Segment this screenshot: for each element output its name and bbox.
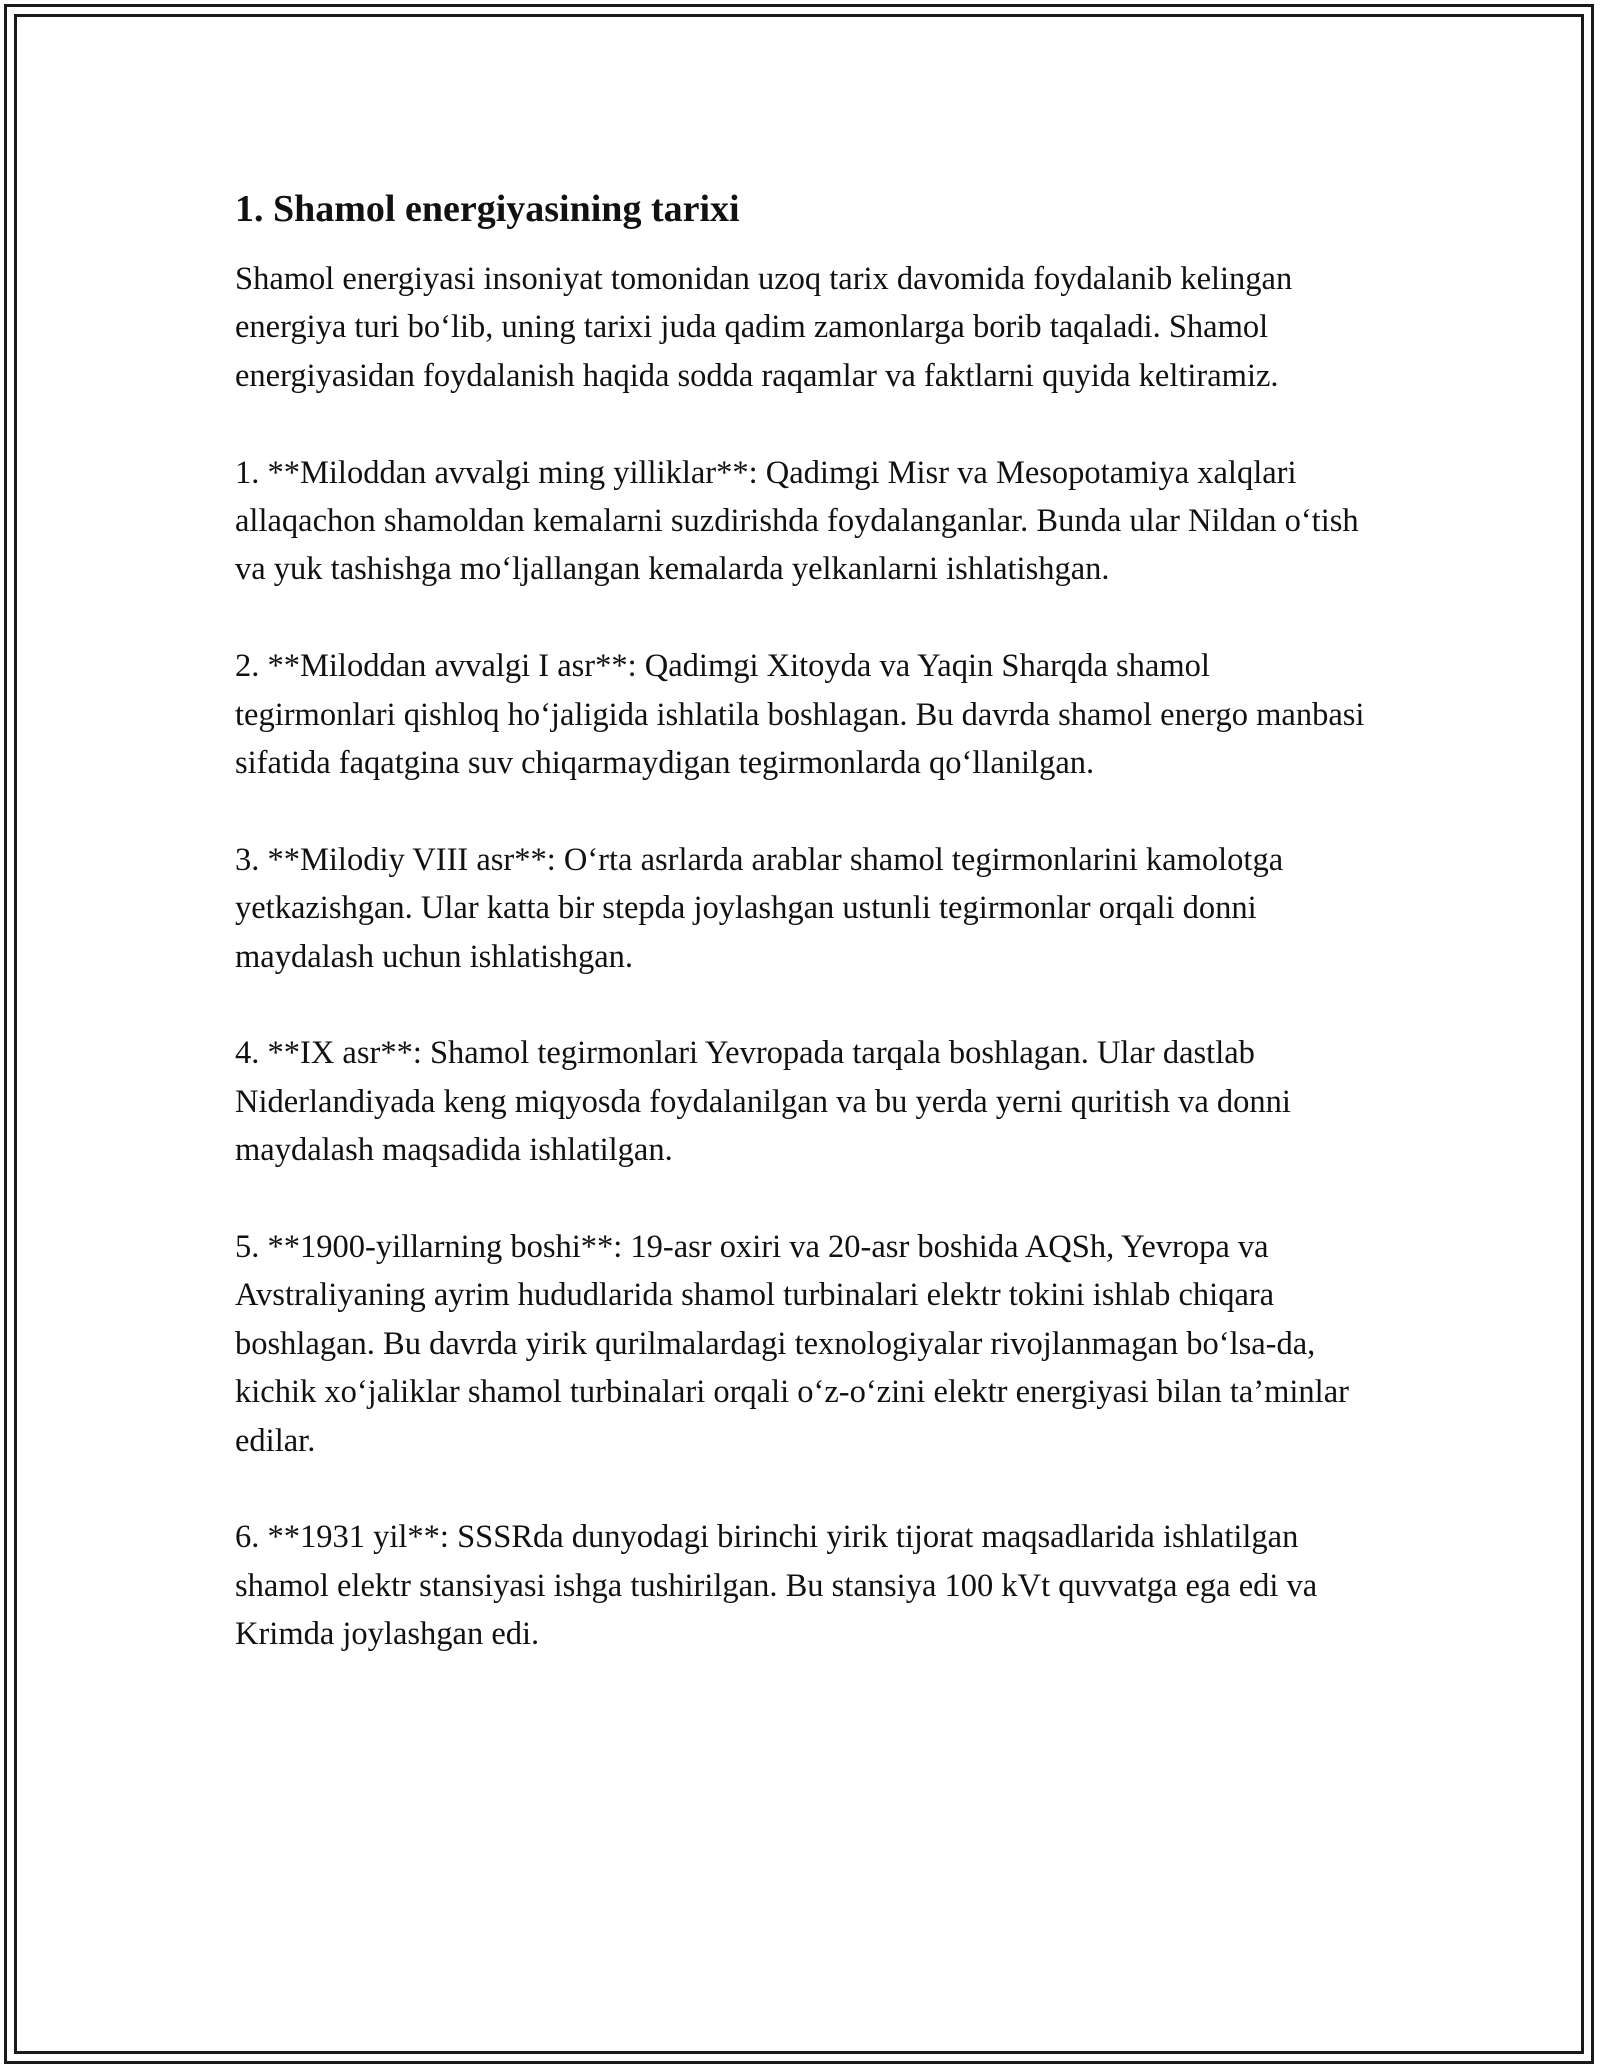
list-item-6: 6. **1931 yil**: SSSRda dunyodagi birinchi yirik tijorat maqsadlarida ishlatilgan shamol elektr stansiyasi ishga tushirilgan. Bu stansiya 100 kVt quvvatga ega edi va Krimda joylashgan edi. (235, 1519, 1318, 1653)
list-item-2: 2. **Miloddan avvalgi I asr**: Qadimgi Xitoyda va Yaqin Sharqda shamol tegirmonlari qishloq ho‘jaligida ishlatila boshlagan. Bu davrda shamol energo manbasi sifatida faqatgina suv chiqarmaydigan tegirmonlarda qo‘llanilgan. (235, 648, 1365, 782)
section-heading: 1. Shamol energiyasining tarixi (235, 188, 740, 230)
document-body (235, 185, 1375, 1707)
list-item-3: 3. **Milodiy VIII asr**: O‘rta asrlarda arablar shamol tegirmonlarini kamolotga yetkazishgan. Ular katta bir stepda joylashgan ustunli tegirmonlar orqali donni maydalash uchun ishlatishgan. (235, 841, 1284, 975)
list-item-5: 5. **1900-yillarning boshi**: 19-asr oxiri va 20-asr boshida AQSh, Yevropa va Avstraliyaning ayrim hududlarida shamol turbinalari elektr tokini ishlab chiqara boshlagan. Bu davrda yirik qurilmalardagi texnologiyalar rivojlanmagan bo‘lsa-da, kichik xo‘jaliklar shamol turbinalari orqali o‘z-o‘zini elektr energiyasi bilan ta’minlar edilar. (235, 1229, 1349, 1459)
list-item-4: 4. **IX asr**: Shamol tegirmonlari Yevropada tarqala boshlagan. Ular dastlab Niderlandiyada keng miqyosda foydalanilgan va bu yerda yerni quritish va donni maydalash maqsadida ishlatilgan. (235, 1035, 1291, 1169)
list-item-1: 1. **Miloddan avvalgi ming yilliklar**: Qadimgi Misr va Mesopotamiya xalqlari allaqachon shamoldan kemalarni suzdirishda foydalanganlar. Bunda ular Nildan o‘tish va yuk tashishga mo‘ljallangan kemalarda yelkanlarni ishlatishgan. (235, 454, 1359, 588)
intro-paragraph: Shamol energiyasi insoniyat tomonidan uzoq tarix davomida foydalanib kelingan energiya turi bo‘lib, uning tarixi juda qadim zamonlarga borib taqaladi. Shamol energiyasidan foydalanish haqida sodda raqamlar va faktlarni quyida keltiramiz. (235, 261, 1293, 394)
